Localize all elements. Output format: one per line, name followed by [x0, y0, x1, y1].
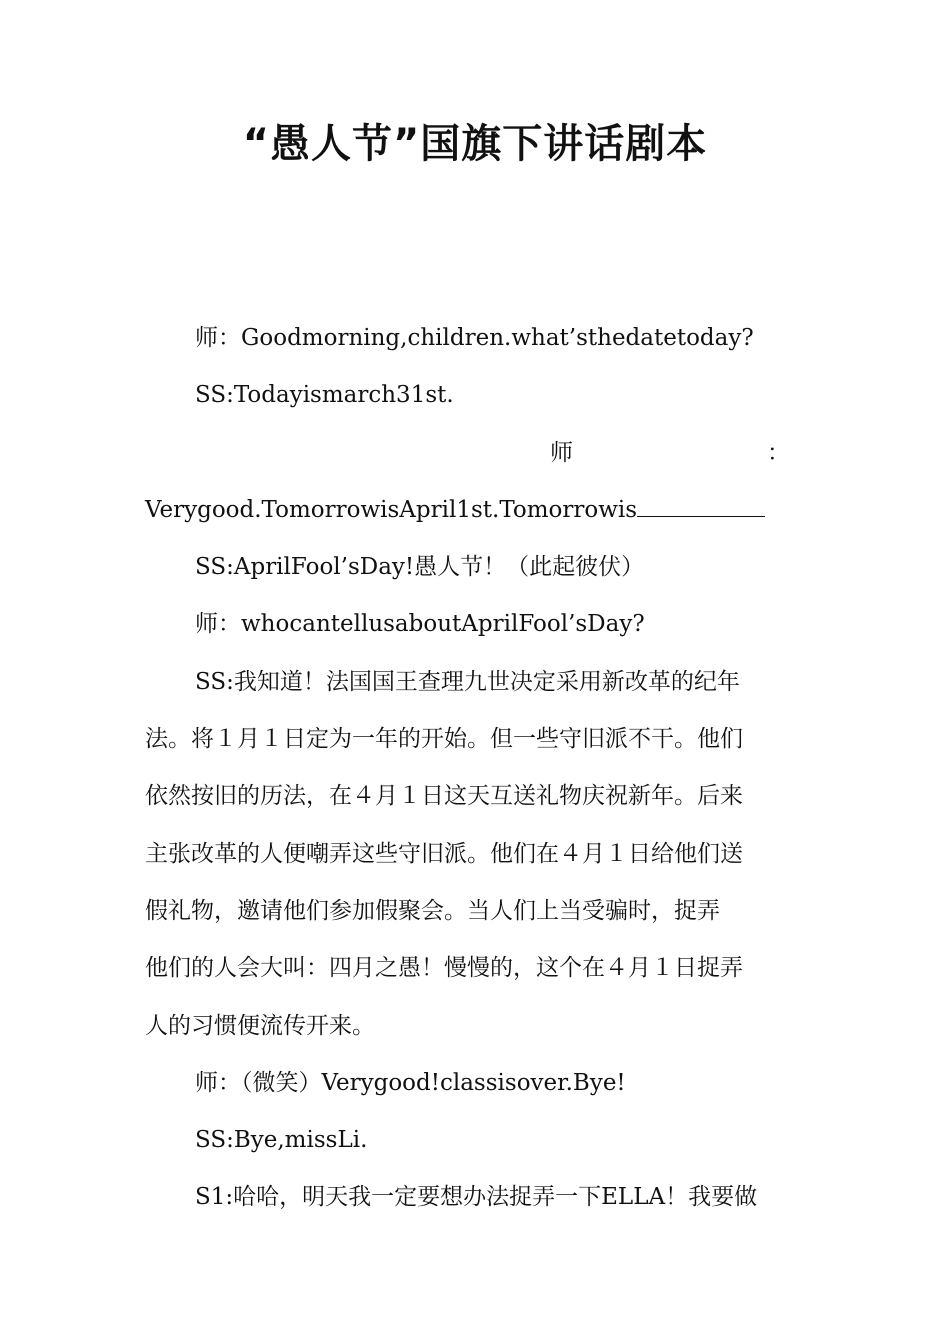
- dialogue-line: 师：（微笑）Verygood!classisover.Bye!: [195, 1069, 626, 1096]
- dialogue-line: S1:哈哈，明天我一定要想办法捉弄一下ELLA！我要做: [195, 1184, 758, 1211]
- speaker-colon: ：: [767, 439, 790, 466]
- dialogue-line: 师：Goodmorning,children.what’sthedatetoday?: [195, 325, 754, 351]
- paragraph-line: 依然按旧的历法，在４月１日这天互送礼物庆祝新年。后来: [145, 783, 743, 810]
- document-body: [145, 310, 805, 1227]
- dialogue-line: SS:Todayismarch31st.: [195, 382, 454, 409]
- paragraph-line: 假礼物，邀请他们参加假聚会。当人们上当受骗时，捉弄: [145, 897, 720, 924]
- dialogue-line: [145, 482, 805, 539]
- fill-in-blank: [637, 500, 765, 517]
- speaker-label: 师: [550, 439, 573, 466]
- document-title: “愚人节”国旗下讲话剧本: [242, 121, 708, 167]
- paragraph-line: 他们的人会大叫：四月之愚！慢慢的，这个在４月１日捉弄: [145, 955, 743, 982]
- paragraph-line: 人的习惯便流传开来。: [145, 1012, 375, 1039]
- dialogue-line: SS:我知道！法国国王查理九世决定采用新改革的纪年: [195, 668, 740, 695]
- dialogue-line-spread: [145, 425, 805, 482]
- dialogue-line: SS:Bye,missLi.: [195, 1127, 368, 1154]
- dialogue-line: 师：whocantellusaboutAprilFool’sDay?: [195, 611, 645, 638]
- dialogue-text: Verygood.TomorrowisApril1st.Tomorrowis: [145, 496, 638, 523]
- paragraph-line: 主张改革的人便嘲弄这些守旧派。他们在４月１日给他们送: [145, 840, 743, 867]
- paragraph-line: 法。将１月１日定为一年的开始。但一些守旧派不干。他们: [145, 726, 743, 753]
- dialogue-line: SS:AprilFool’sDay!愚人节！（此起彼伏）: [195, 554, 645, 581]
